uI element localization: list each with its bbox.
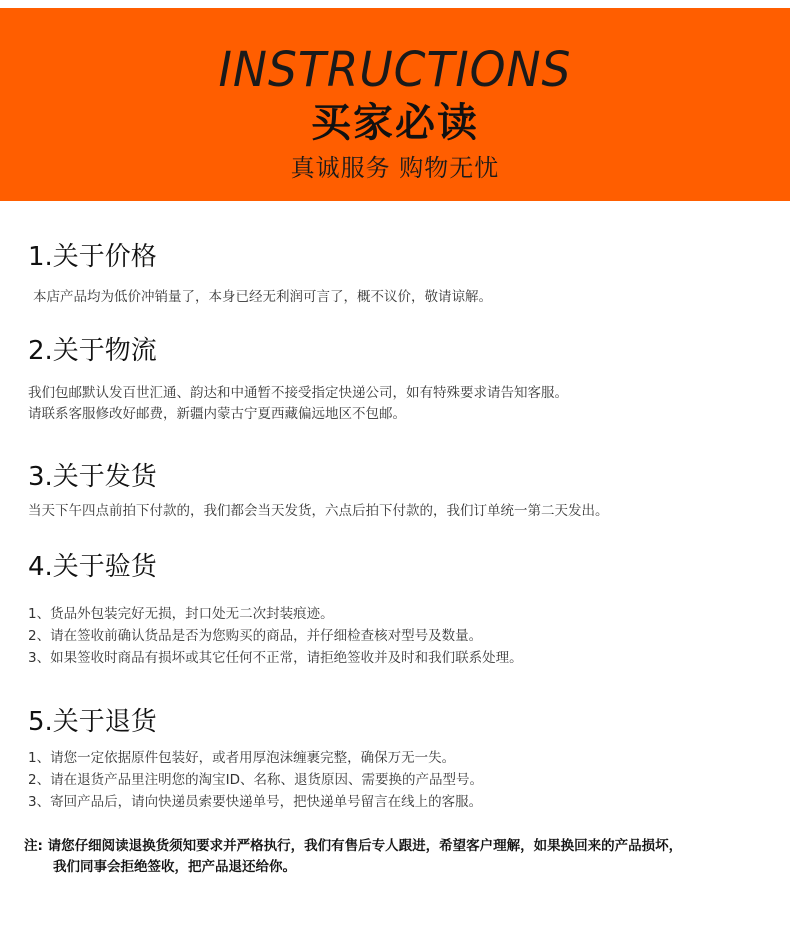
section-title-inspection: 4.关于验货 [28,552,157,582]
header-banner [0,8,790,201]
section-list-item: 1、货品外包装完好无损，封口处无二次封装痕迹。 [28,606,334,622]
section-title-shipping: 3.关于发货 [28,462,157,492]
section-text: 当天下午四点前拍下付款的，我们都会当天发货，六点后拍下付款的，我们订单统一第二天发出。 [28,503,609,519]
note-line-1: 注: 请您仔细阅读退换货须知要求并严格执行，我们有售后专人跟进，希望客户理解，如果换回来的产品损坏， [24,838,683,854]
section-title-logistics: 2.关于物流 [28,336,157,366]
section-text: 我们包邮默认发百世汇通、韵达和中通暂不接受指定快递公司，如有特殊要求请告知客服。 [28,385,568,401]
section-title-returns: 5.关于退货 [28,707,157,737]
section-list-item: 1、请您一定依据原件包装好，或者用厚泡沫缠裹完整，确保万无一失。 [28,750,456,766]
section-text: 本店产品均为低价冲销量了，本身已经无利润可言了，概不议价，敬请谅解。 [33,289,492,305]
banner-english-title: INSTRUCTIONS [218,42,572,98]
section-title-price: 1.关于价格 [28,242,157,272]
banner-subtitle: 真诚服务 购物无忧 [290,154,500,182]
note-line-2: 我们同事会拒绝签收，把产品退还给你。 [53,859,296,875]
section-list-item: 2、请在签收前确认货品是否为您购买的商品，并仔细检查核对型号及数量。 [28,628,483,644]
section-list-item: 2、请在退货产品里注明您的淘宝ID、名称、退货原因、需要换的产品型号。 [28,772,483,788]
section-text: 请联系客服修改好邮费，新疆内蒙古宁夏西藏偏远地区不包邮。 [28,406,406,422]
section-list-item: 3、寄回产品后，请向快递员索要快递单号，把快递单号留言在线上的客服。 [28,794,483,810]
section-list-item: 3、如果签收时商品有损坏或其它任何不正常，请拒绝签收并及时和我们联系处理。 [28,650,523,666]
banner-chinese-title: 买家必读 [311,100,479,146]
